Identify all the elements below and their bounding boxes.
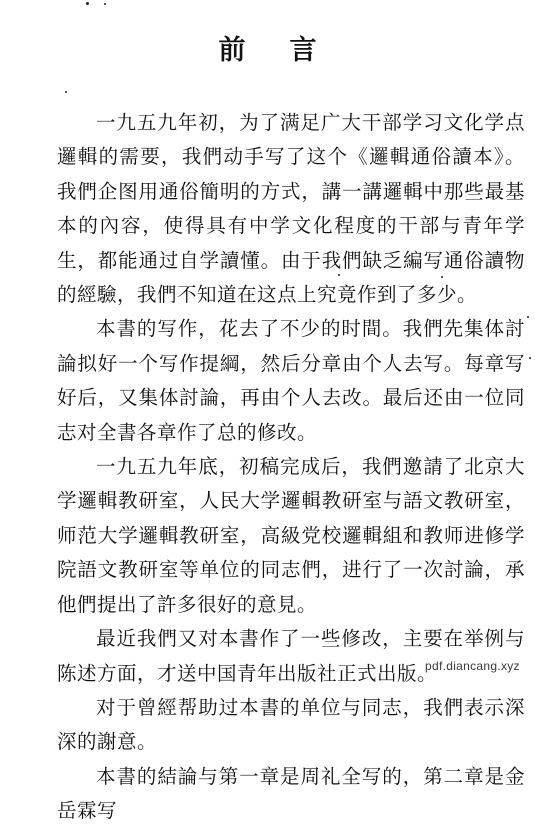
scan-speck	[104, 3, 106, 5]
scan-speck	[527, 316, 529, 318]
paragraph: 本書的結論与第一章是周礼全写的，第二章是金岳霖写	[57, 764, 525, 823]
paragraph: 最近我們又对本書作了一些修改，主要在举例与陈述方面，才送中国青年出版社正式出版。	[57, 627, 525, 685]
scan-speck	[86, 2, 89, 5]
paragraph: 对于曾經帮助过本書的单位与同志，我們表示深深的謝意。	[57, 695, 525, 754]
watermark: pdf.diancang.xyz	[425, 659, 520, 673]
body-text	[57, 106, 525, 829]
paragraph: 本書的写作，花去了不少的时間。我們先集体討論拟好一个写作提綱，然后分章由个人去写。每章写好后，又集体討論，再由个人去改。最后还由一位同志对全書各章作了总的修改。	[57, 317, 525, 444]
paragraph: 一九五九年初，为了满足广大干部学习文化学点邏輯的需要，我們动手写了这个《邏輯通俗讀本》。我們企图用通俗簡明的方式，講一講邏輯中那些最基本的內容，使得具有中学文化程度的干部与青年学生，都能通过自学讀懂。由于我們缺乏編写通俗讀物的經驗，我們不知道在这点上究竟作到了多少。	[57, 111, 525, 307]
scan-speck	[529, 357, 531, 359]
paragraph: 一九五九年底，初稿完成后，我們邀請了北京大学邏輯教研室，人民大学邏輯教研室与語文教研室，师范大学邏輯教研室，高級党校邏輯組和教师进修学院語文教研室等单位的同志們，进行了一次討論，承他們提出了許多很好的意見。	[57, 455, 525, 616]
page-title: 前言	[218, 35, 361, 66]
scan-speck	[65, 91, 67, 93]
